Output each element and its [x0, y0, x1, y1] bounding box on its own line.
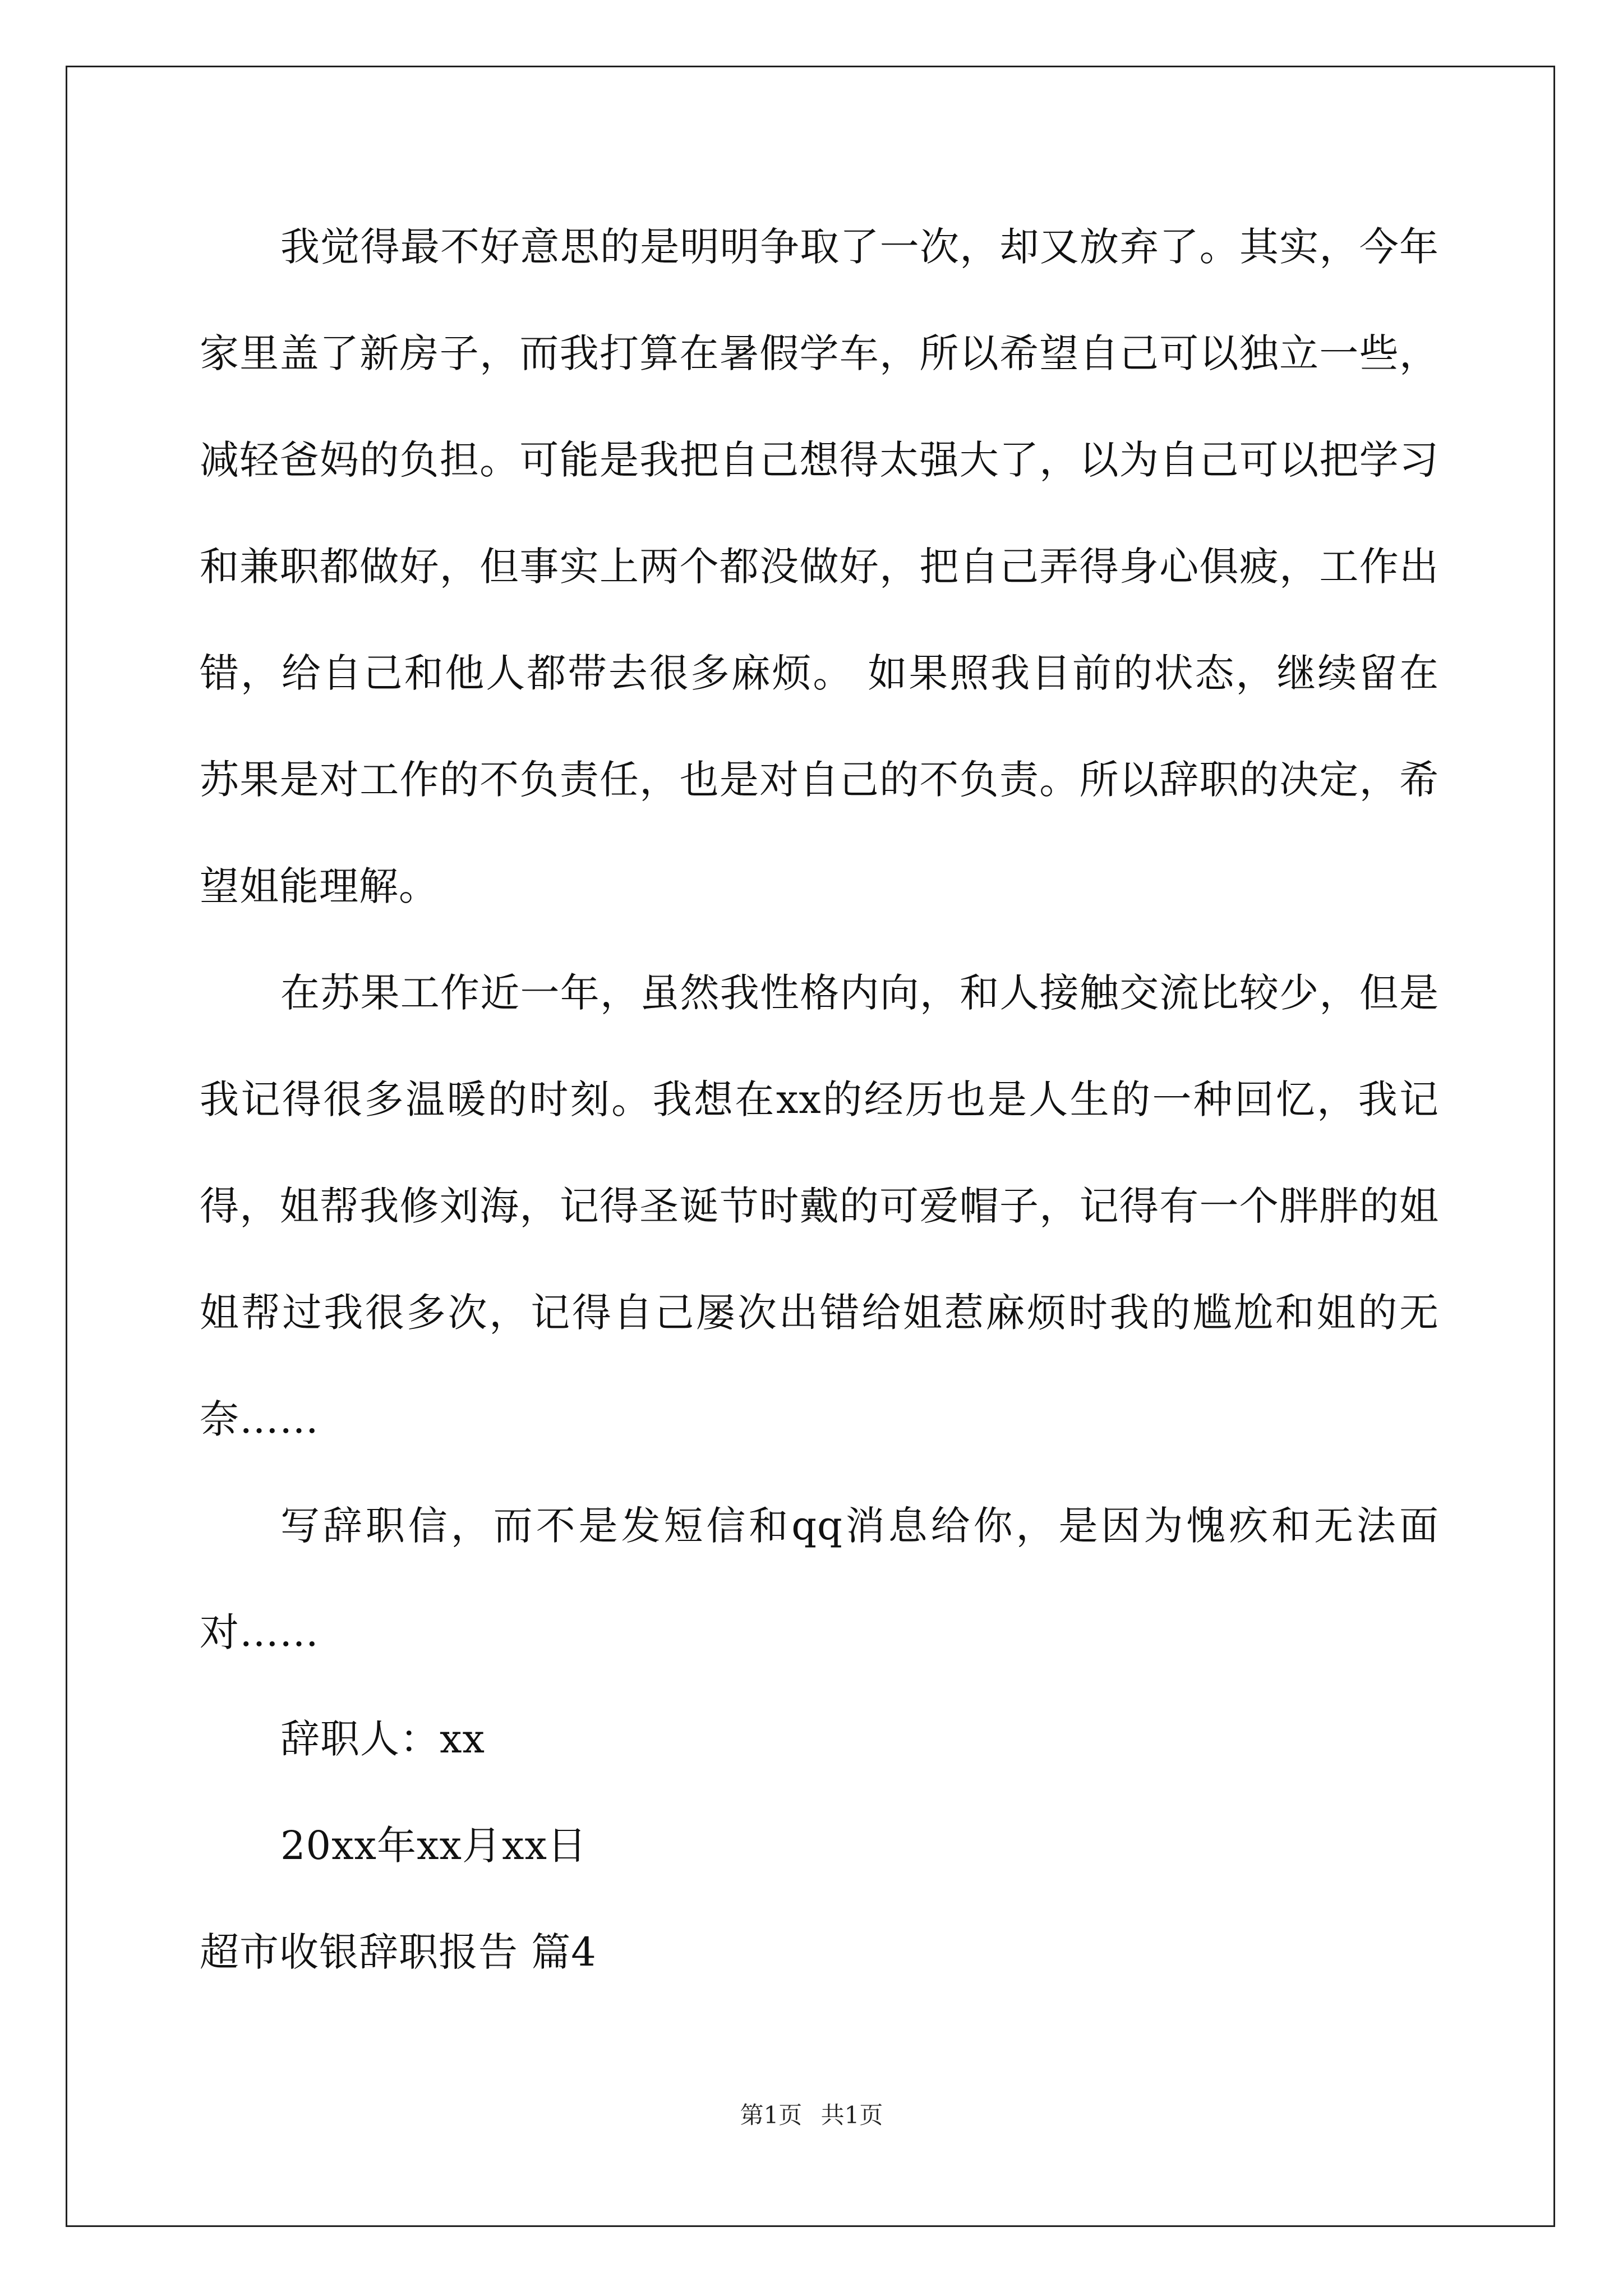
paragraph-resignation-reason: 我觉得最不好意思的是明明争取了一次，却又放弃了。其实，今年家里盖了新房子，而我打算在暑假学车，所以希望自己可以独立一些，减轻爸妈的负担。可能是我把自己想得太强大了，以为自己可以把学习和兼职都做好，但事实上两个都没做好，把自己弄得身心俱疲，工作出错，给自己和他人都带去很多麻烦。 如果照我目前的状态，继续留在苏果是对工作的不负责任，也是对自己的不负责。所以辞职的决定，希望姐能理解。: [200, 224, 1439, 909]
paragraph-letter-reason: 写辞职信，而不是发短信和qq消息给你，是因为愧疚和无法面对……: [200, 1503, 1439, 1655]
signature-line: 辞职人：xx: [280, 1716, 485, 1762]
section-heading: 超市收银辞职报告 篇4: [200, 1929, 597, 1975]
document-body: [200, 194, 1439, 2005]
paragraph-memories: 在苏果工作近一年，虽然我性格内向，和人接触交流比较少，但是我记得很多温暖的时刻。我想在xx的经历也是人生的一种回忆，我记得，姐帮我修刘海，记得圣诞节时戴的可爱帽子，记得有一个胖胖的姐姐帮过我很多次，记得自己屡次出错给姐惹麻烦时我的尴尬和姐的无奈……: [200, 970, 1439, 1442]
page-number-total: 共1页: [820, 2101, 883, 2129]
page-footer: [0, 2097, 1623, 2131]
date-line: 20xx年xx月xx日: [280, 1823, 587, 1869]
page-number-current: 第1页: [740, 2101, 803, 2129]
